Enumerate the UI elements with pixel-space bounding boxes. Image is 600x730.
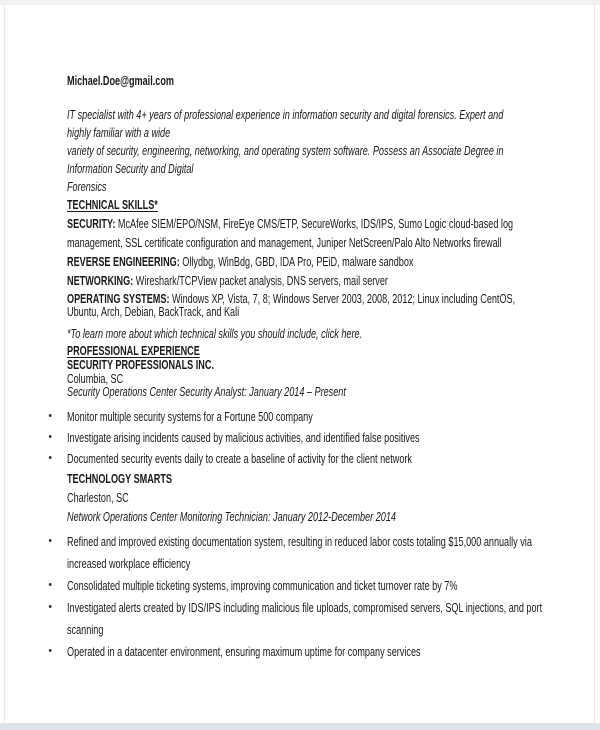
job-header	[67, 358, 543, 399]
bullet-item	[67, 575, 543, 597]
summary-text	[67, 106, 543, 196]
job-header	[67, 469, 543, 526]
skill-label: OPERATING SYSTEMS:	[67, 291, 170, 306]
skill-text: McAfee SIEM/EPO/NSM, FireEye CMS/ETP, SecureWorks, IDS/IPS, Sumo Logic cloud-based log management, SSL certificate configuration and management, Juniper NetScreen/Palo Alto Networks firewall	[67, 216, 514, 250]
professional-experience-heading: PROFESSIONAL EXPERIENCE	[67, 343, 200, 358]
bullet-text: Investigated alerts created by IDS/IPS including malicious file uploads, compromised servers, SQL injections, and port scanning	[67, 599, 543, 637]
bullet-text: Operated in a datacenter environment, ensuring maximum uptime for company services	[67, 643, 421, 659]
bullet-item	[67, 448, 543, 469]
page-bottom-edge	[0, 723, 600, 730]
bullet-item	[67, 406, 543, 427]
bullet-text: Refined and improved existing documentation system, resulting in reduced labor costs totaling $15,000 annually via increased workplace efficiency	[67, 533, 532, 571]
job-entry	[67, 358, 543, 469]
skill-label: SECURITY:	[67, 216, 116, 231]
bullet-dot-icon	[49, 435, 52, 438]
skill-item-security	[67, 214, 543, 252]
job-location: Columbia, SC	[67, 370, 124, 386]
bullet-dot-icon	[49, 649, 52, 652]
summary-line: IT specialist with 4+ years of professional experience in information security and digital forensics. Expert and	[67, 107, 504, 122]
skill-label: REVERSE ENGINEERING:	[67, 254, 180, 269]
company-name: TECHNOLOGY SMARTS	[67, 470, 172, 486]
technical-skills-heading: TECHNICAL SKILLS*	[67, 197, 158, 212]
bullet-dot-icon	[49, 539, 52, 542]
bullet-text: Monitor multiple security systems for a Fortune 500 company	[67, 408, 313, 424]
bullet-text: Documented security events daily to create a baseline of activity for the client network	[67, 450, 412, 466]
bullet-item	[67, 641, 543, 663]
skill-item-operating-systems	[67, 290, 543, 318]
bullet-list	[67, 531, 543, 663]
page-right-edge	[594, 5, 595, 723]
bullet-dot-icon	[49, 605, 52, 608]
skills-note-text: *To learn more about which technical skills you should include,	[67, 326, 322, 341]
bullet-item	[67, 427, 543, 448]
summary-line: Forensics	[67, 179, 107, 194]
page-left-edge	[4, 5, 5, 723]
skill-text: Windows XP, Vista, 7, 8; Windows Server 2003, 2008, 2012; Linux including CentOS, Ubuntu, Arch, Debian, BackTrack, and Kali	[67, 291, 516, 319]
skill-text: Wireshark/TCPView packet analysis, DNS servers, mail server	[135, 273, 388, 288]
email-text: Michael.Doe@gmail.com	[67, 73, 174, 88]
company-name: SECURITY PROFESSIONALS INC.	[67, 357, 214, 372]
bullet-list	[67, 406, 543, 469]
summary-line: Information Security and Digital	[67, 161, 194, 176]
resume-content	[67, 73, 543, 663]
page-top-edge	[0, 0, 600, 5]
bullet-text: Investigate arising incidents caused by malicious activities, and identified false positives	[67, 429, 420, 445]
summary-line: highly familiar with a wide	[67, 125, 171, 140]
bullet-text: Consolidated multiple ticketing systems, improving communication and ticket turnover rate by 7%	[67, 577, 458, 593]
bullet-item	[67, 531, 543, 575]
skill-text: Ollydbg, WinBdg, GBD, IDA Pro, PEiD, malware sandbox	[182, 254, 414, 269]
skill-item-reverse-engineering	[67, 252, 543, 271]
summary-line: variety of security, engineering, networking, and operating system software. Possess an Associate Degree in	[67, 143, 504, 158]
bullet-dot-icon	[49, 414, 52, 417]
skills-note-period: .	[359, 326, 363, 341]
bullet-item	[67, 597, 543, 641]
job-title-dates: Security Operations Center Security Analyst: January 2014 – Present	[67, 384, 346, 399]
bullet-dot-icon	[49, 456, 52, 459]
job-title-dates: Network Operations Center Monitoring Technician: January 2012-December 2014	[67, 508, 396, 524]
click-here-link[interactable]: click here	[321, 326, 360, 341]
bullet-dot-icon	[49, 583, 52, 586]
skill-item-networking	[67, 271, 543, 290]
job-entry	[67, 469, 543, 663]
skill-label: NETWORKING:	[67, 273, 134, 288]
job-location: Charleston, SC	[67, 489, 129, 505]
skills-note	[67, 327, 543, 341]
